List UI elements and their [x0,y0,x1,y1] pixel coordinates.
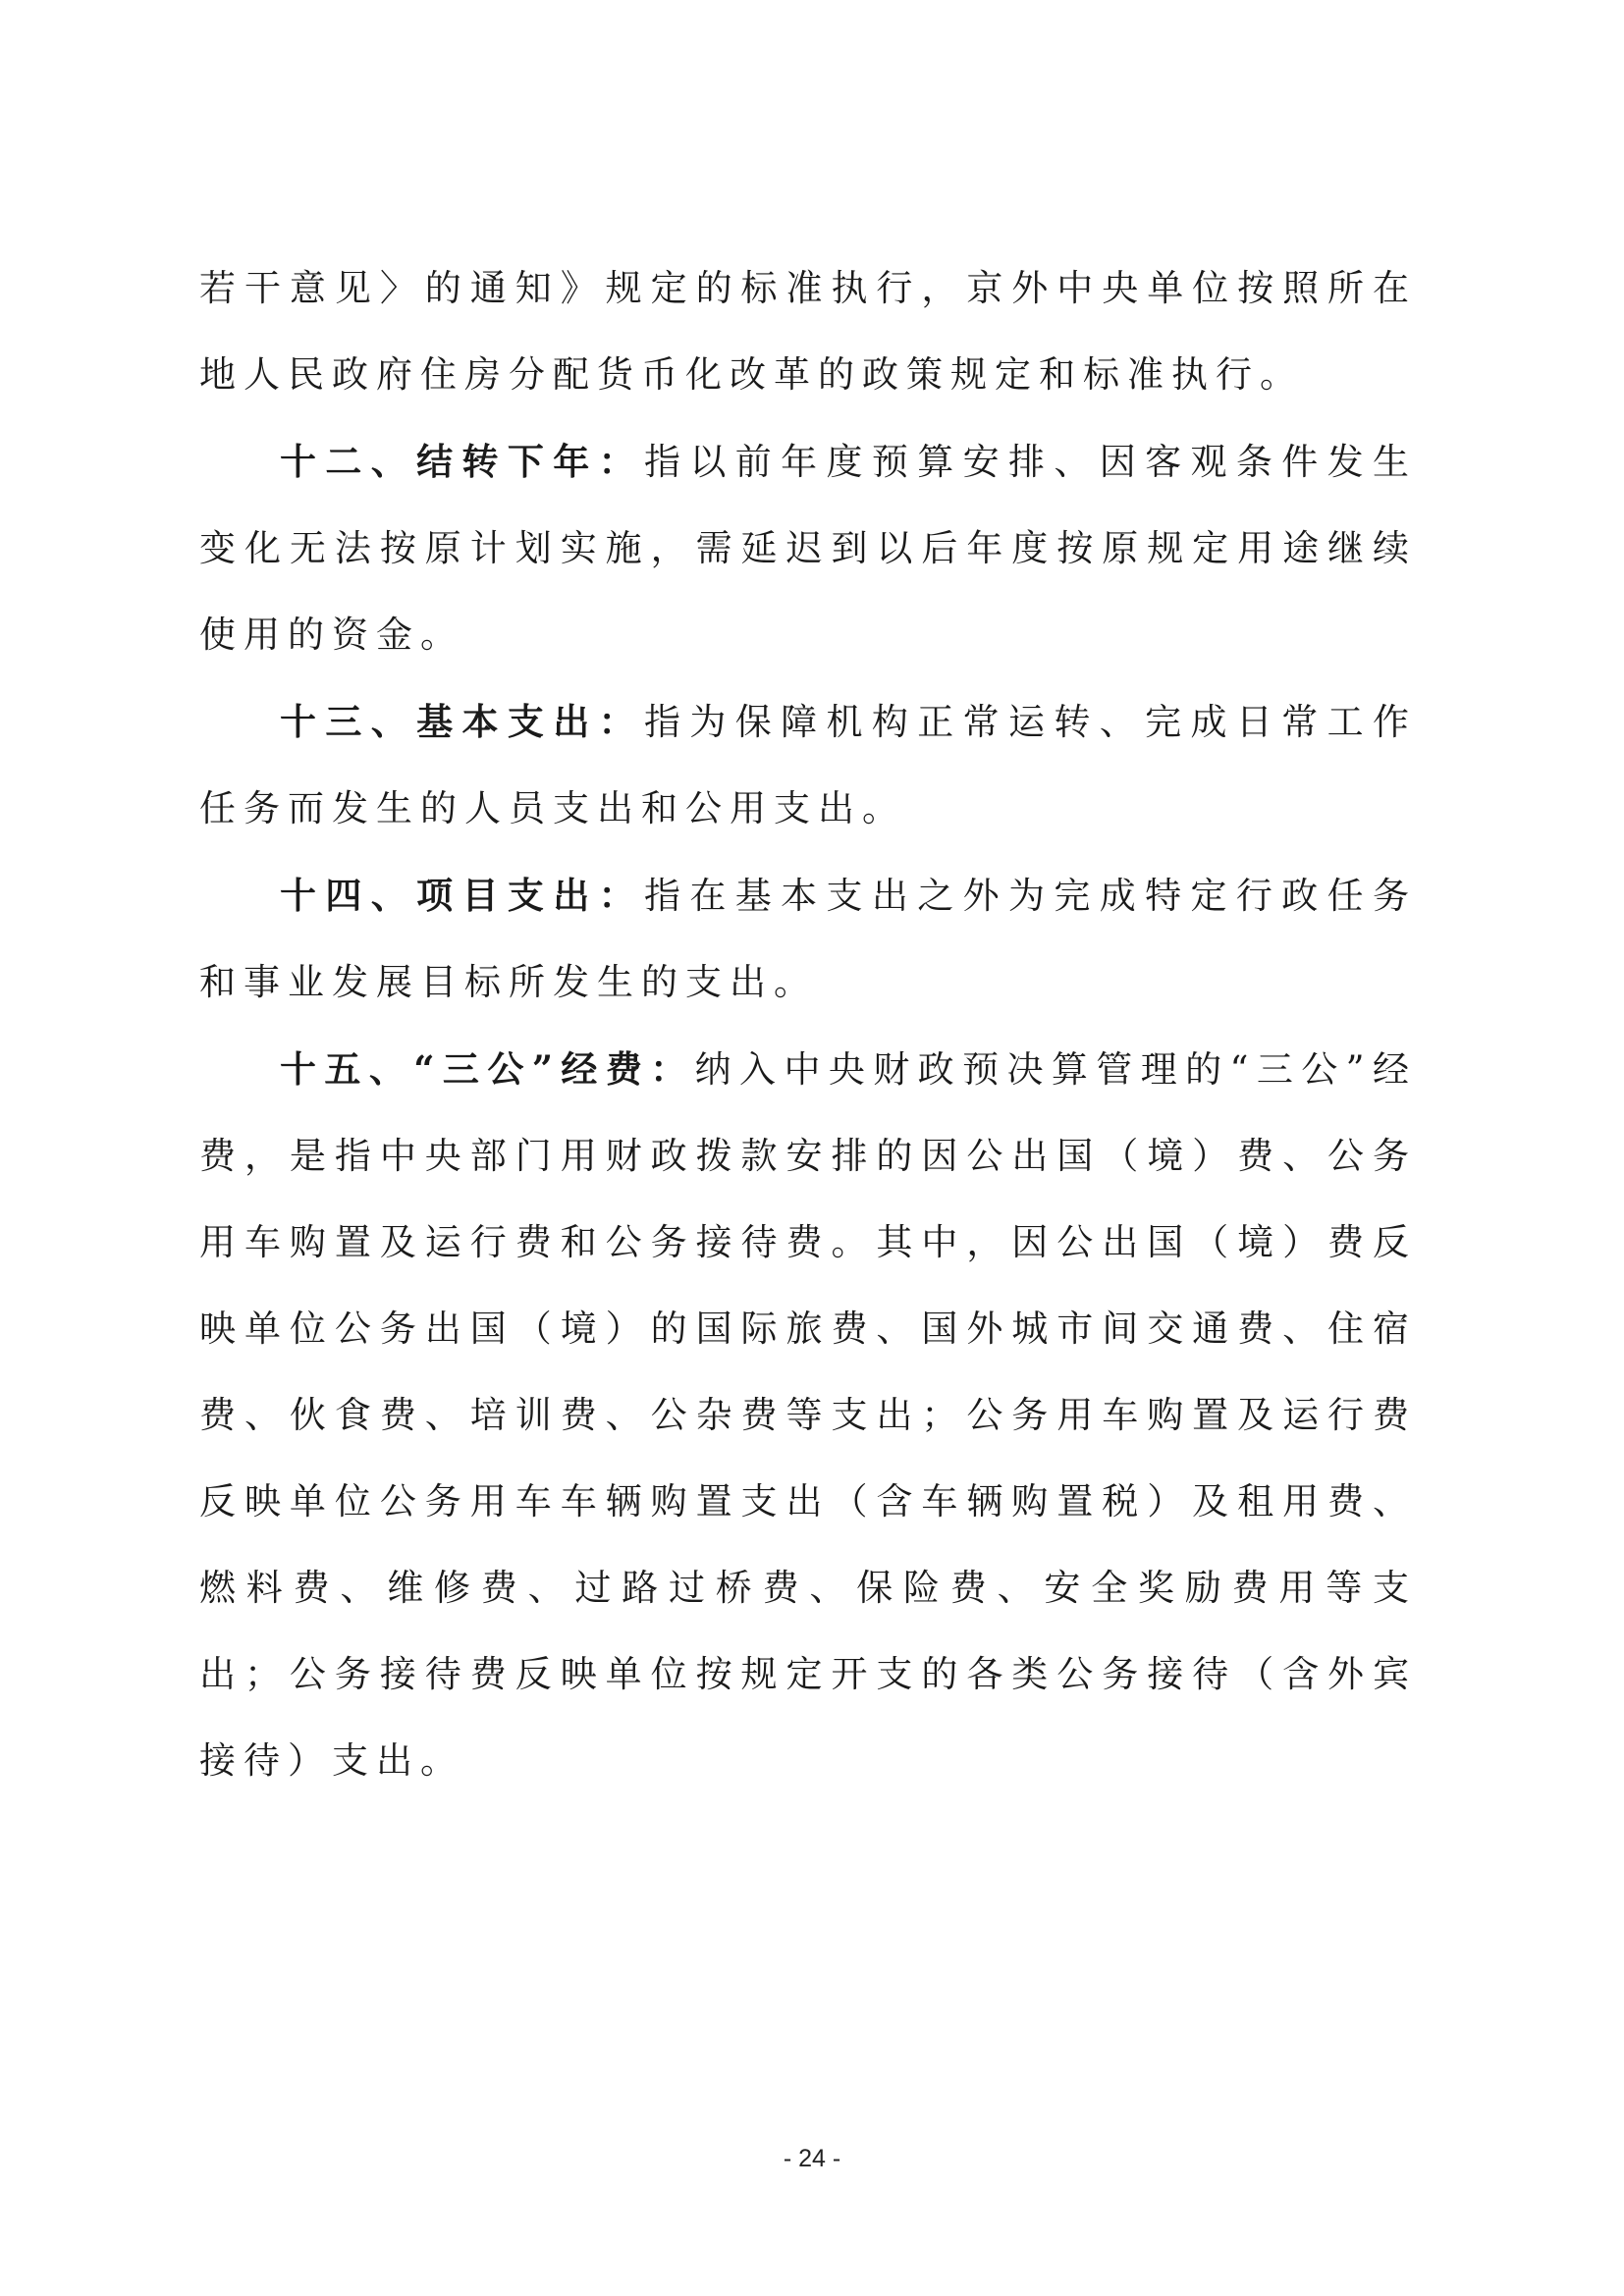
paragraph-text: 若干意见〉的通知》规定的标准执行，京外中央单位按照所在地人民政府住房分配货币化改革的政策规定和标准执行。 [199,267,1417,396]
paragraph-text: 指为保障机构正常运转、完成日常工作任务而发生的人员支出和公用支出。 [199,701,1417,829]
paragraph-three-public-expenses [199,1026,1417,1804]
document-body [199,245,1417,1804]
paragraph-text: 纳入中央财政预决算管理的“三公”经费，是指中央部门用财政拨款安排的因公出国（境）费、公务用车购置及运行费和公务接待费。其中，因公出国（境）费反映单位公务出国（境）的国际旅费、国外城市间交通费、住宿费、伙食费、培训费、公杂费等支出；公务用车购置及运行费反映单位公务用车车辆购置支出（含车辆购置税）及租用费、燃料费、维修费、过路过桥费、保险费、安全奖励费用等支出；公务接待费反映单位按规定开支的各类公务接待（含外宾接待）支出。 [199,1048,1417,1782]
paragraph-basic-expenditure [199,678,1417,852]
page-number: - 24 - [783,2145,841,2172]
paragraph-continuation [199,245,1417,418]
paragraph-carryover [199,418,1417,678]
paragraph-text: 指在基本支出之外为完成特定行政任务和事业发展目标所发生的支出。 [199,875,1417,1003]
term-heading: 十五、“三公”经费： [280,1047,695,1091]
term-heading: 十二、结转下年： [280,440,644,483]
paragraph-project-expenditure [199,852,1417,1026]
term-heading: 十三、基本支出： [280,700,644,743]
paragraph-text: 指以前年度预算安排、因客观条件发生变化无法按原计划实施，需延迟到以后年度按原规定用途继续使用的资金。 [199,441,1417,656]
term-heading: 十四、项目支出： [280,874,644,917]
